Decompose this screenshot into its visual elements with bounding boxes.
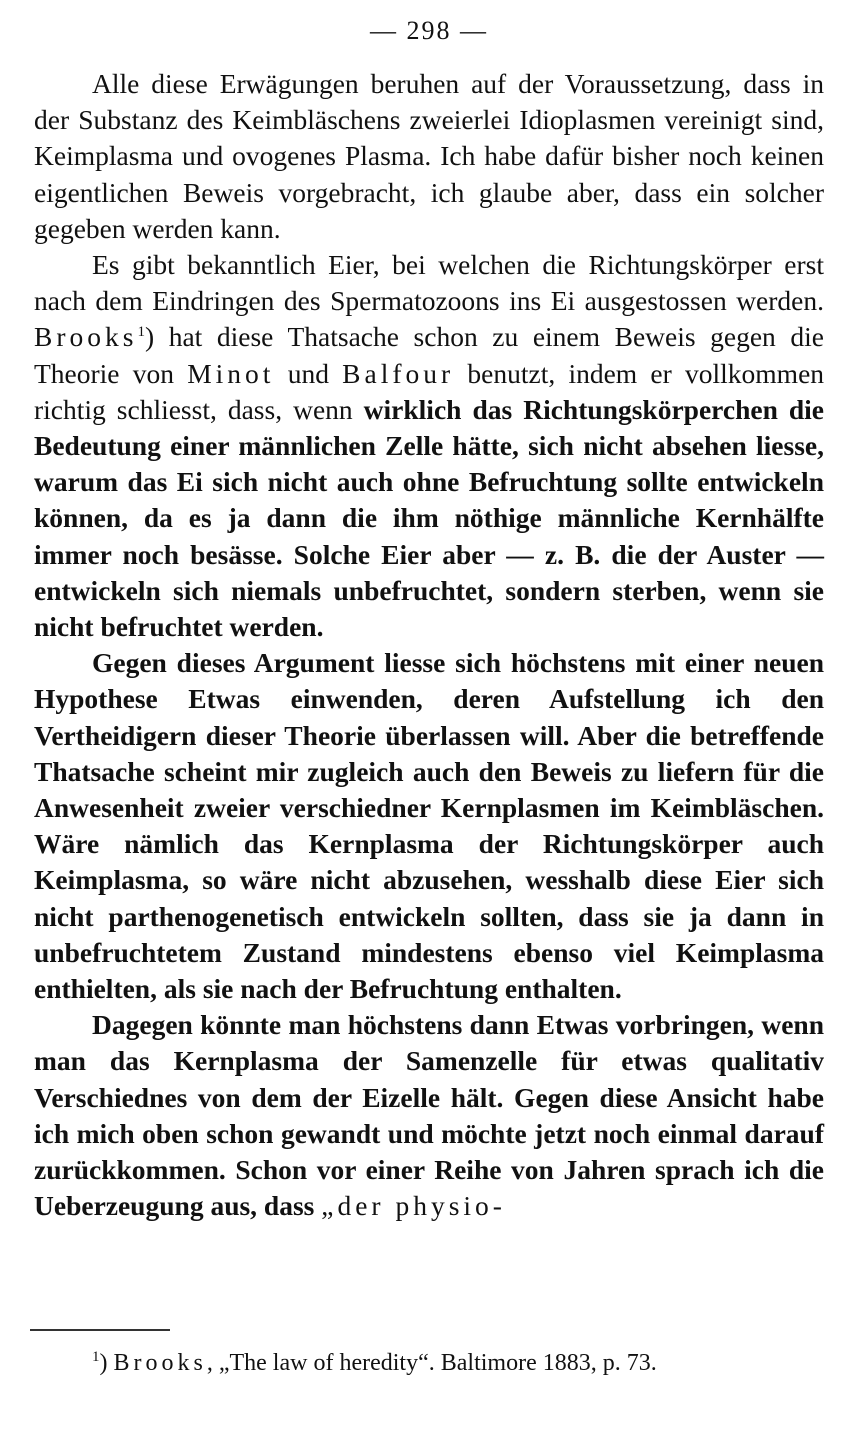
paragraph-2-text-d: benutzt, indem er vollkommen richtig schliesst, dass, wenn	[34, 357, 825, 425]
footnote-author: Brooks	[113, 1350, 207, 1376]
paragraph-4-spaced-text: „der physio-	[321, 1190, 506, 1222]
footnote-mark: 1	[137, 324, 145, 341]
paragraph-1: Alle diese Erwägungen beruhen auf der Voraussetzung, dass in der Substanz des Keimbläschens zweierlei Idioplasmen vereinigt sind, Keimplasma und ovogenes Plasma. Ich habe dafür bisher noch keinen eigentlichen Beweis vorgebracht, ich glaube aber, dass ein solcher gegeben werden kann.	[34, 68, 824, 244]
paragraph-2-text-a: Es gibt bekanntlich Eier, bei welchen die Richtungskörper erst nach dem Eindringen des Spermatozoons ins Ei ausgestossen werden.	[34, 249, 824, 317]
paragraph-2-text-b: ) hat diese Thatsache schon zu einem Beweis gegen die Theorie von	[34, 321, 824, 389]
footnote: $^1$) Brooks, „The law of heredity“. Baltimore 1883, p. 73.	[92, 1349, 657, 1376]
author-brooks: Brooks	[34, 321, 138, 353]
page	[34, 16, 824, 1225]
paragraph-2-text-c: und	[287, 357, 329, 389]
paragraph-4	[34, 1007, 824, 1224]
footnote-number: 1	[92, 1349, 100, 1365]
paragraph-2-bold-text: wirklich das Richtungskörperchen die Bedeutung einer männlichen Zelle hätte, sich nicht absehen liesse, warum das Ei sich nicht auch ohne Befruchtung sollte entwickeln können, da es ja dann die ihm nöthige männliche Kernhälfte immer noch besässe. Solche Eier aber — z. B. die der Auster — entwickeln sich niemals unbefruchtet, sondern sterben, wenn sie nicht befruchtet werden.	[34, 393, 825, 643]
paragraph-2	[34, 247, 824, 645]
paragraph-4-text: Dagegen könnte man höchstens dann Etwas vorbringen, wenn man das Kernplasma der Samenzelle für etwas qualitativ Verschiednes von dem der Eizelle hält. Gegen diese Ansicht habe ich mich oben schon gewandt und möchte jetzt noch einmal darauf zurückkommen. Schon vor einer Reihe von Jahren sprach ich die Ueberzeugung aus, dass	[34, 1009, 824, 1222]
author-minot: Minot	[187, 357, 275, 389]
page-number: — 298 —	[370, 16, 488, 45]
paragraph-3: Gegen dieses Argument liesse sich höchstens mit einer neuen Hypothese Etwas einwenden, deren Aufstellung ich den Vertheidigern dieser Theorie überlassen will. Aber die betreffende Thatsache scheint mir zugleich auch den Beweis zu liefern für die Anwesenheit zweier verschiedner Kernplasmen im Keimbläschen. Wäre nämlich das Kernplasma der Richtungskörper auch Keimplasma, so wäre nicht abzusehen, wesshalb diese Eier sich nicht parthenogenetisch entwickeln sollten, dass sie ja dann in unbefruchtetem Zustand mindestens ebenso viel Keimplasma enthielten, als sie nach der Befruchtung enthalten.	[34, 647, 824, 1005]
footnote-divider	[30, 1329, 170, 1331]
footnote-text: , „The law of heredity“. Baltimore 1883, p. 73.	[206, 1350, 657, 1376]
author-balfour: Balfour	[342, 357, 455, 389]
